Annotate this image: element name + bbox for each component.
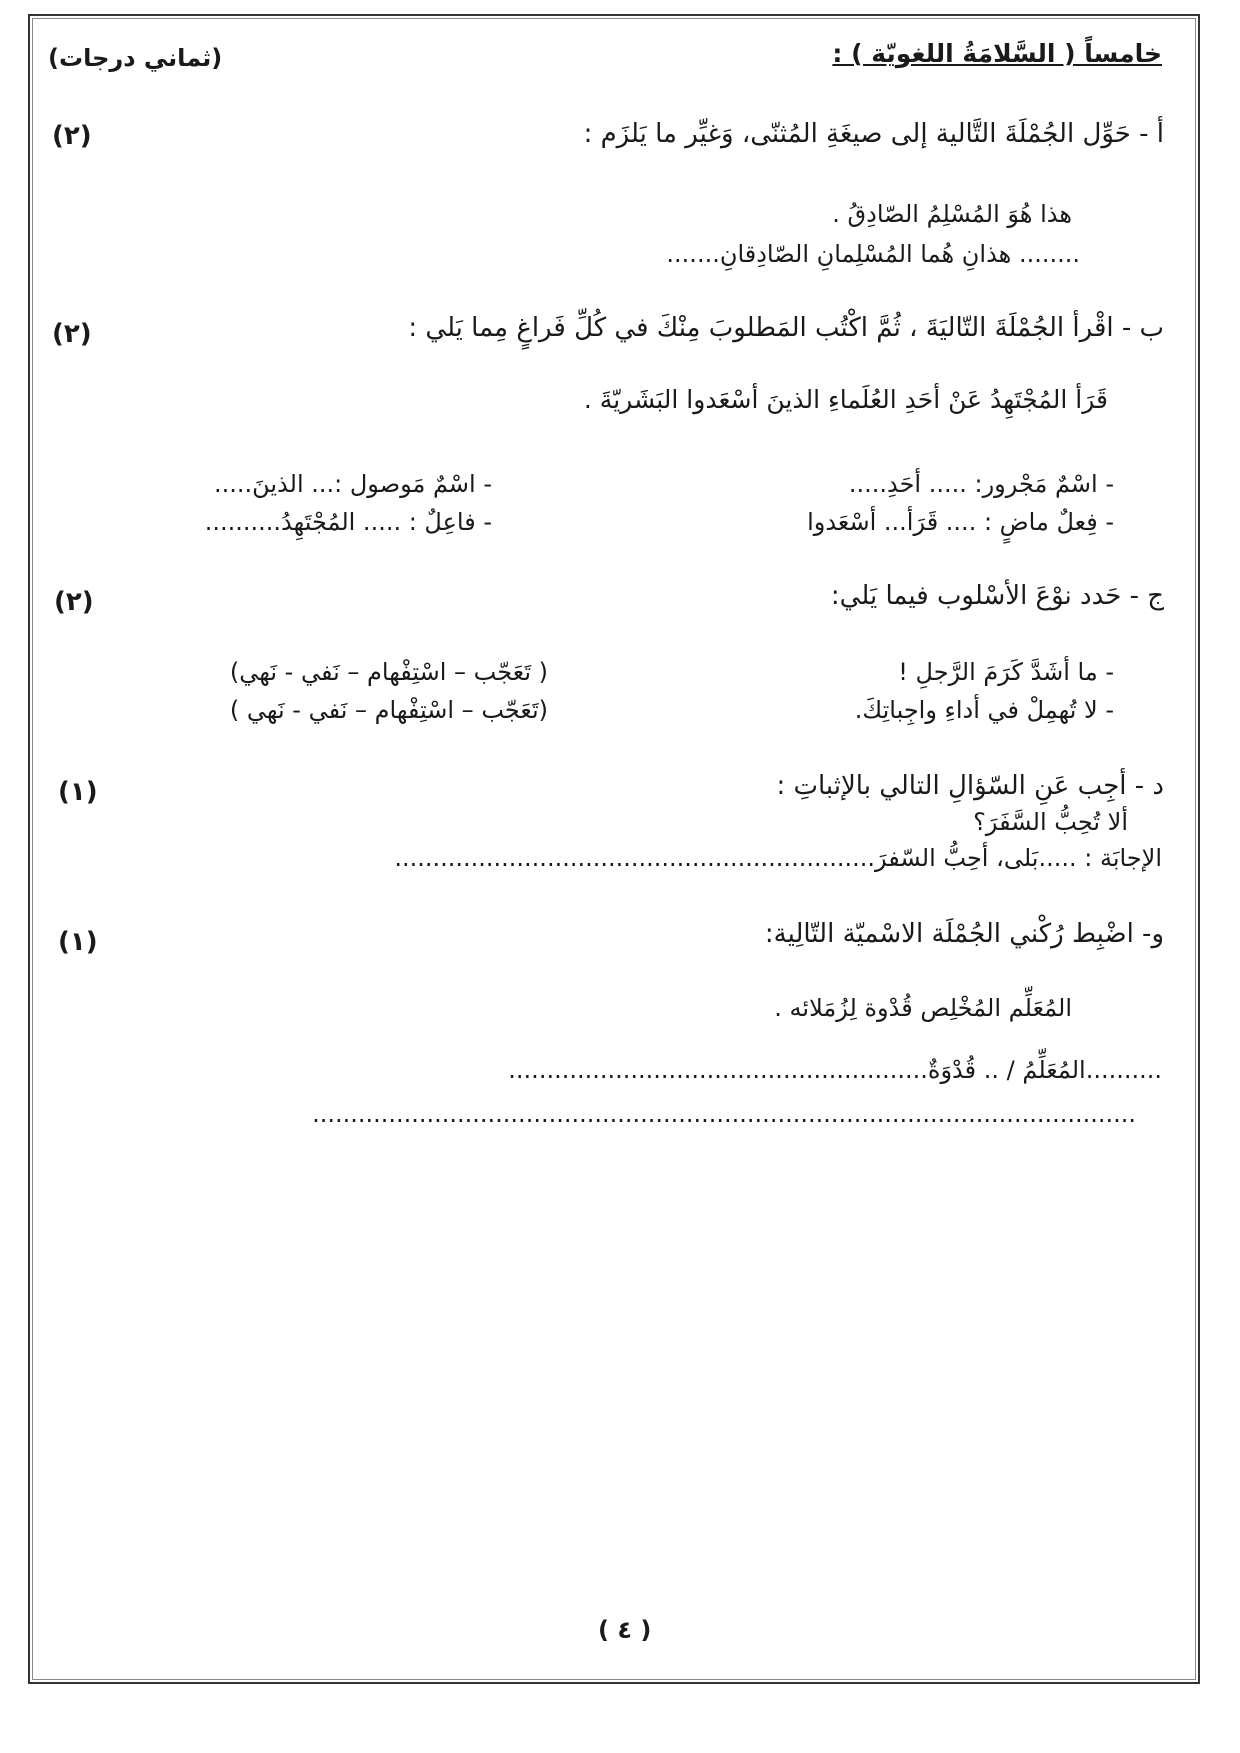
question-d-marks: (١) xyxy=(58,777,98,807)
question-c-marks: (٢) xyxy=(54,587,94,617)
question-c-item-2: - لا تُهمِلْ في أداءِ واجِباتِكَ. xyxy=(854,696,1114,724)
question-e-prompt: و- اضْبِط رُكْني الجُمْلَة الاسْميّة التّالِية: xyxy=(764,919,1164,949)
total-marks: (ثماني درجات) xyxy=(48,44,223,72)
question-b-sentence: قَرَأ المُجْتَهِدُ عَنْ أحَدِ العُلَماءِ الذينَ أسْعَدوا البَشَريّةَ . xyxy=(583,385,1108,414)
question-a-prompt: أ - حَوِّل الجُمْلَةَ التَّالية إلى صيغَةِ المُثنّى، وَغيِّر ما يَلزَم : xyxy=(583,119,1164,149)
question-b-item-genitive: - اسْمٌ مَجْرور: ..... أحَدِ..... xyxy=(848,470,1114,498)
question-e-answer-2: ............................................................................................................ xyxy=(312,1100,1136,1128)
question-c-options-2: (تَعَجّب – اسْتِفْهام – نَفي - نَهي ) xyxy=(229,696,548,724)
question-b-marks: (٢) xyxy=(52,319,92,349)
question-c-options-1: ( تَعَجّب – اسْتِفْهام – نَفي - نَهي) xyxy=(229,658,548,686)
question-b-item-relative: - اسْمٌ مَوصول :... الذينَ..... xyxy=(213,470,492,498)
page-number: ( ٤ ) xyxy=(598,1616,652,1644)
question-c-prompt: ج - حَدد نوْعَ الأسْلوب فيما يَلي: xyxy=(830,581,1164,611)
question-d-answer: الإجابَة : .....بَلى، أحِبُّ السّفرَ............................................................... xyxy=(394,844,1162,872)
question-a-answer: ........ هذانِ هُما المُسْلِمانِ الصّادِقانِ....... xyxy=(666,240,1080,268)
question-e-sentence: المُعَلِّم المُخْلِص قُدْوة لِزُمَلائه . xyxy=(774,994,1072,1022)
question-e-answer-1: ..........المُعَلِّمُ / .. قُدْوَةٌ....................................................... xyxy=(508,1056,1162,1084)
question-a-marks: (٢) xyxy=(52,121,92,151)
question-d-question: ألا تُحِبُّ السَّفَرَ؟ xyxy=(973,808,1128,836)
question-d-prompt: د - أجِب عَنِ السّؤالِ التالي بالإثباتِ : xyxy=(776,771,1164,801)
question-b-item-past-verb: - فِعلٌ ماضٍ : .... قَرَأ... أسْعَدوا xyxy=(807,508,1114,536)
question-b-item-subject: - فاعِلٌ : ..... المُجْتَهِدُ.......... xyxy=(204,508,492,536)
question-c-item-1: - ما أشَدَّ كَرَمَ الرَّجلِ ! xyxy=(898,658,1114,686)
section-title: خامساً ( السَّلامَةُ اللغويّة ) : xyxy=(832,39,1162,68)
question-a-sentence: هذا هُوَ المُسْلِمُ الصّادِقُ . xyxy=(832,200,1072,228)
question-b-prompt: ب - اقْرأ الجُمْلَةَ التّاليَةَ ، ثُمَّ اكْتُب المَطلوبَ مِنْكَ في كُلِّ فَراغٍ مِما يَلي : xyxy=(408,313,1164,343)
question-e-marks: (١) xyxy=(58,927,98,957)
